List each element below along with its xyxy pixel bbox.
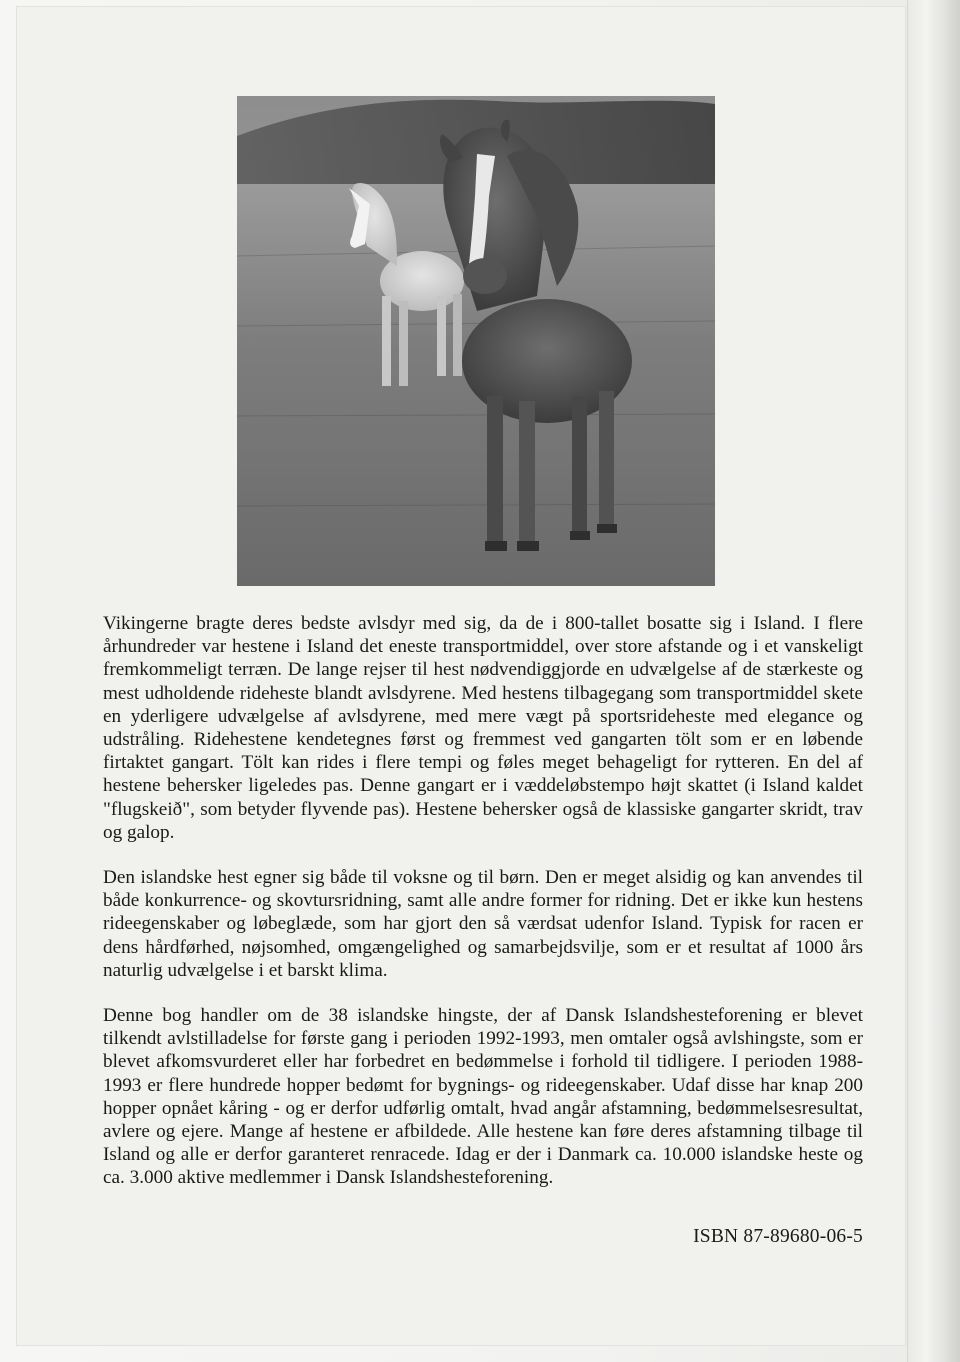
isbn-number: ISBN 87-89680-06-5 [693, 1226, 863, 1247]
blurb-text [103, 612, 863, 1212]
photo-illustration [237, 96, 715, 586]
book-spine-edge [907, 0, 960, 1362]
blurb-paragraph-1: Vikingerne bragte deres bedste avlsdyr med sig, da de i 800-tallet bosatte sig i Island. I flere århundreder var hestene i Island det eneste transportmiddel, over store afstande og i et vanskeligt fremkommeligt terræn. De lange rejser til hest nødvendiggjorde en udvælgelse af de stærkeste og mest udholdende rideheste blandt avlsdyrene. Med hestens tilbagegang som transportmiddel skete en yderligere udvælgelse af avlsdyrene, med mere vægt på sportsrideheste med elegance og udstråling. Ridehestene kendetegnes først og fremmest ved gangarten tölt som er en løbende firtaktet gangart. Tölt kan rides i flere tempi og føles meget behageligt for rytteren. En del af hestene behersker ligeledes pas. Denne gangart er i væddeløbstempo højt skattet (i Island kaldet "flugskeið", som betyder flyvende pas). Hestene behersker også de klassiske gangarter skridt, trav og galop. [103, 613, 863, 843]
blurb-paragraph-2: Den islandske hest egner sig både til voksne og til børn. Den er meget alsidig og kan anvendes til både konkurrence- og skovtursridning, samt alle andre former for ridning. Det er ikke kun hestens rideegenskaber og løbeglæde, som har gjort den så værdsat udenfor Island. Typisk for racen er dens hårdførhed, nøjsomhed, omgængelighed og samarbejdsvilje, som er et resultat af 1000 års naturlig udvælgelse i et barskt klima. [103, 867, 863, 981]
horse-foals-photo [237, 96, 715, 586]
blurb-paragraph-3: Denne bog handler om de 38 islandske hingste, der af Dansk Islandshesteforening er blevet tilkendt avlstilladelse for første gang i perioden 1992-1993, men omtaler også avlshingste, som er blevet afkomsvurderet eller har forbedret en bedømmelse i forhold til tidligere. I perioden 1988-1993 er flere hundrede hopper bedømt for bygnings- og rideegenskaber. Udaf disse har knap 200 hopper opnået kåring - og er derfor udførlig omtalt, hvad angår afstamning, bedømmelsesresultat, avlere og ejere. Mange af hestene er afbildede. Alle hestene kan føre deres afstamning tilbage til Island og alle er derfor garanteret renracede. Idag er der i Danmark ca. 10.000 islandske heste og ca. 3.000 aktive medlemmer i Dansk Islandshesteforening. [103, 1005, 863, 1189]
